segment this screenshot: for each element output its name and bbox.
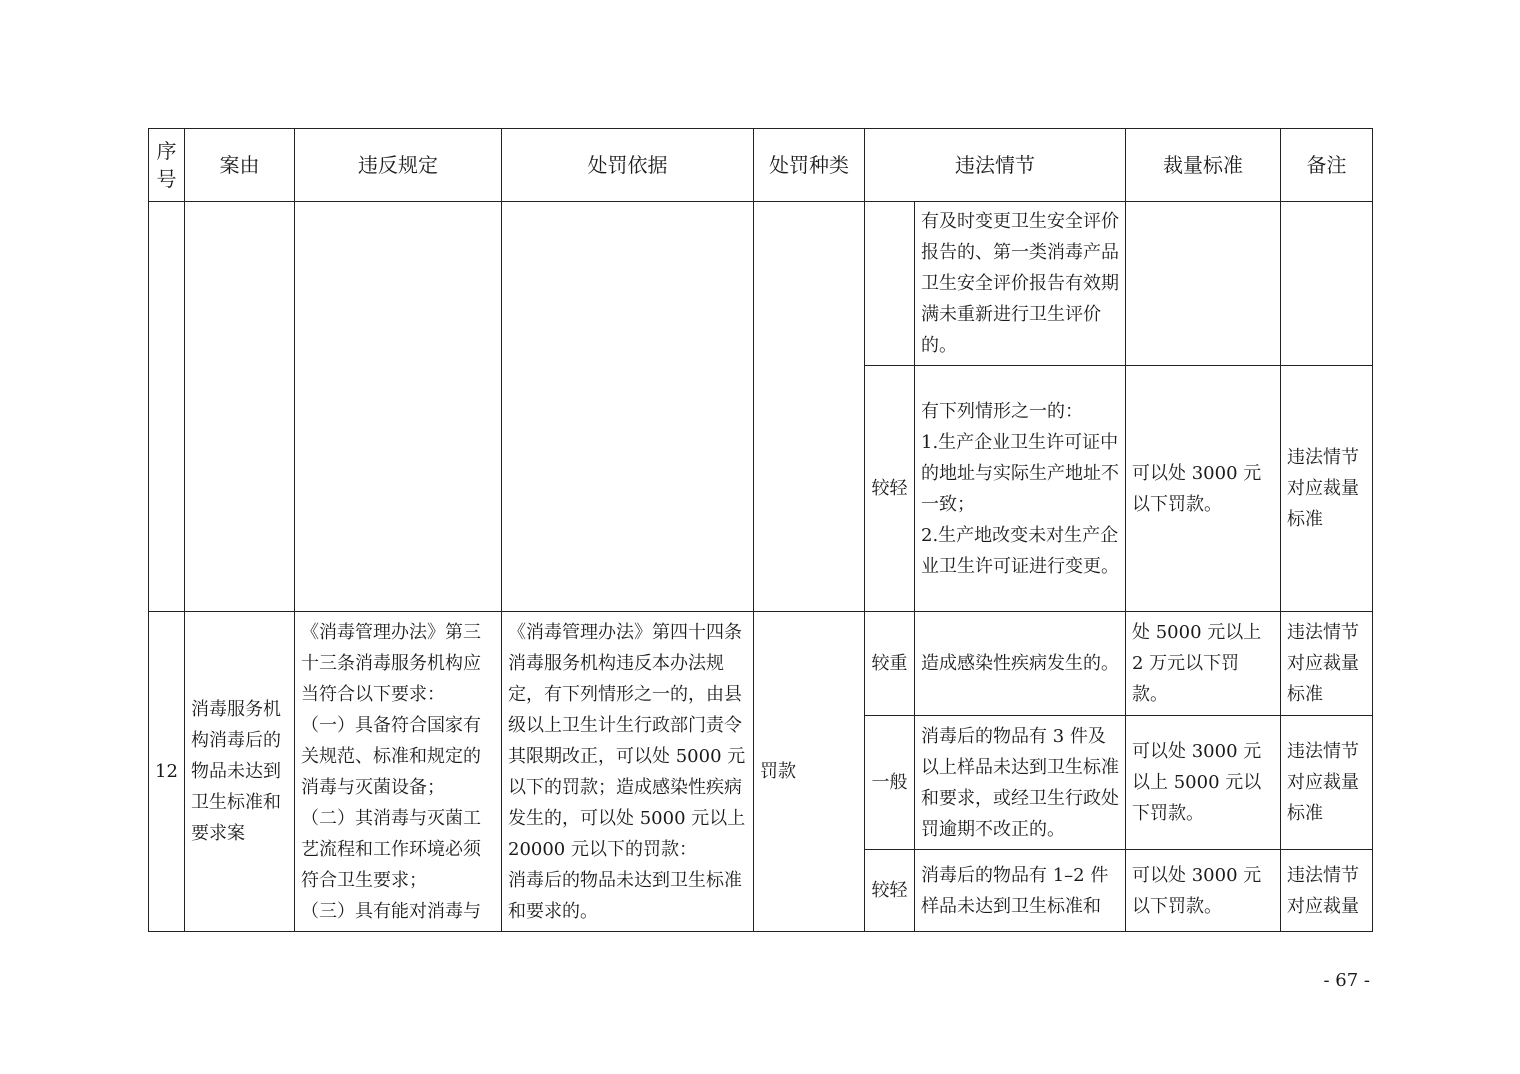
circumstance-text: 消毒后的物品有 1–2 件样品未达到卫生标准和 bbox=[915, 850, 1126, 932]
penalty-discretion-table bbox=[148, 128, 1373, 932]
discretion-standard: 处 5000 元以上 2 万元以下罚款。 bbox=[1126, 612, 1281, 716]
header-penalty-type: 处罚种类 bbox=[754, 129, 865, 202]
header-circumstance: 违法情节 bbox=[865, 129, 1126, 202]
continued-basis-cell bbox=[502, 202, 754, 612]
header-row bbox=[149, 129, 1373, 202]
header-basis: 处罚依据 bbox=[502, 129, 754, 202]
circumstance-text: 有下列情形之一的： 1.生产企业卫生许可证中的地址与实际生产地址不一致； 2.生产地改变未对生产企业卫生许可证进行变更。 bbox=[915, 366, 1126, 612]
table-row bbox=[149, 612, 1373, 716]
violation-text: 《消毒管理办法》第三十三条消毒服务机构应当符合以下要求： （一）具备符合国家有关规范、标准和规定的消毒与灭菌设备； （二）其消毒与灭菌工艺流程和工作环境必须符合卫生要求； （三）具有能对消毒与 bbox=[295, 612, 502, 932]
continued-seq-cell bbox=[149, 202, 185, 612]
circumstance-text: 造成感染性疾病发生的。 bbox=[915, 612, 1126, 716]
remark-text: 违法情节对应裁量标准 bbox=[1281, 716, 1373, 850]
page-number: - 67 - bbox=[1323, 970, 1370, 991]
remark-text: 违法情节对应裁量标准 bbox=[1281, 366, 1373, 612]
table-row bbox=[149, 202, 1373, 366]
discretion-standard bbox=[1126, 202, 1281, 366]
discretion-standard: 可以处 3000 元以下罚款。 bbox=[1126, 850, 1281, 932]
penalty-type: 罚款 bbox=[754, 612, 865, 932]
circumstance-text: 有及时变更卫生安全评价报告的、第一类消毒产品卫生安全评价报告有效期满未重新进行卫生评价的。 bbox=[915, 202, 1126, 366]
case-title: 消毒服务机构消毒后的物品未达到卫生标准和要求案 bbox=[185, 612, 295, 932]
remark-text bbox=[1281, 202, 1373, 366]
continued-penalty-type-cell bbox=[754, 202, 865, 612]
discretion-standard: 可以处 3000 元以下罚款。 bbox=[1126, 366, 1281, 612]
header-remark: 备注 bbox=[1281, 129, 1373, 202]
header-case: 案由 bbox=[185, 129, 295, 202]
header-standard: 裁量标准 bbox=[1126, 129, 1281, 202]
header-seq: 序号 bbox=[149, 129, 185, 202]
case-seq: 12 bbox=[149, 612, 185, 932]
severity-level: 较重 bbox=[865, 612, 915, 716]
severity-level: 较轻 bbox=[865, 850, 915, 932]
continued-case-cell bbox=[185, 202, 295, 612]
severity-level bbox=[865, 202, 915, 366]
basis-text: 《消毒管理办法》第四十四条消毒服务机构违反本办法规定，有下列情形之一的，由县级以上卫生计生行政部门责令其限期改正，可以处 5000 元以下的罚款；造成感染性疾病发生的，可以处 5000 元以上 20000 元以下的罚款： 消毒后的物品未达到卫生标准和要求的。 bbox=[502, 612, 754, 932]
severity-level: 较轻 bbox=[865, 366, 915, 612]
remark-text: 违法情节对应裁量标准 bbox=[1281, 612, 1373, 716]
discretion-standard: 可以处 3000 元以上 5000 元以下罚款。 bbox=[1126, 716, 1281, 850]
remark-text: 违法情节对应裁量 bbox=[1281, 850, 1373, 932]
circumstance-text: 消毒后的物品有 3 件及以上样品未达到卫生标准和要求，或经卫生行政处罚逾期不改正的。 bbox=[915, 716, 1126, 850]
continued-violation-cell bbox=[295, 202, 502, 612]
severity-level: 一般 bbox=[865, 716, 915, 850]
header-violation: 违反规定 bbox=[295, 129, 502, 202]
